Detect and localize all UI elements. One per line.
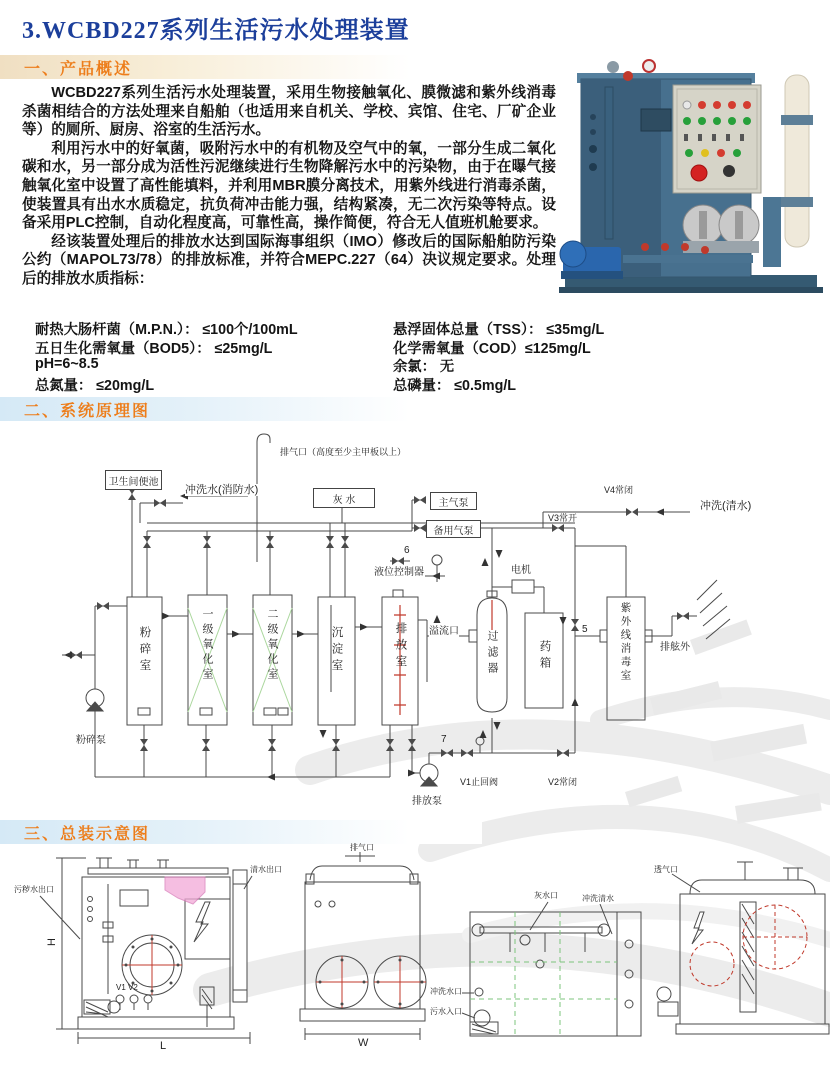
water-quality-specs (35, 319, 825, 393)
tank-oxid1-label: 一级氧化室 (201, 608, 213, 683)
main-air-pump-box: 主气泵 (430, 492, 477, 510)
toilet-box: 卫生间便池 (105, 470, 162, 490)
motor-label: 电机 (511, 565, 531, 576)
assembly1-v1v2-label: V1 V2 (116, 983, 138, 992)
page-title: 3.WCBD227系列生活污水处理装置 (22, 18, 410, 44)
valve-6-number: 6 (404, 545, 410, 556)
assembly1-length-dim: L (160, 1040, 167, 1052)
system-schematic (0, 430, 830, 822)
overflow-label: 溢流口 (429, 626, 459, 637)
product-photo (553, 57, 830, 295)
section3-heading: 三、总装示意图 (0, 820, 482, 844)
assembly1-sewage-outlet-label: 污秽水出口 (14, 885, 54, 894)
level-controller-label: 液位控制器 (374, 567, 424, 578)
filter-label: 过滤器 (486, 630, 498, 678)
spec-total-phosphorus: 总磷量： ≤0.5mg/L (393, 377, 517, 394)
gray-water-box: 灰 水 (313, 488, 375, 508)
assembly4-vent-label: 透气口 (654, 865, 678, 874)
spec-cod: 化学需氧量（COD）≤125mg/L (393, 340, 591, 357)
flush-fire-label: 冲洗水(消防水) (185, 484, 259, 496)
spec-residual-chlorine: 余氯： 无 (393, 359, 455, 375)
assembly3-flush-port-label: 冲洗水口 (430, 987, 462, 996)
assembly2-width-dim: W (358, 1037, 369, 1049)
valve-v2-label: V2常闭 (548, 777, 578, 787)
tank-settle-label: 沉淀室 (330, 626, 343, 676)
spec-mpn: 耐热大肠杆菌（M.P.N.）： ≤100个/100mL (35, 322, 298, 338)
uv-chamber-label: 紫外线消毒室 (619, 602, 632, 683)
tank-discharge-label: 排放室 (394, 622, 407, 672)
assembly1-height-dim: H (46, 938, 58, 946)
assembly3-sewage-inlet-label: 污水入口 (430, 1007, 462, 1016)
tank-oxid2-label: 二级氧化室 (266, 608, 278, 683)
assembly3-flush-clean-label: 冲洗清水 (582, 894, 614, 903)
valve-v3-label: V3常开 (548, 513, 578, 523)
overboard-label: 排舷外 (660, 642, 690, 653)
spec-total-nitrogen: 总氮量： ≤20mg/L (35, 377, 155, 394)
flush-clean-label: 冲洗(清水) (700, 500, 752, 512)
overview-text (22, 84, 556, 289)
valve-7-number: 7 (441, 734, 447, 745)
assembly1-clean-water-outlet-label: 清水出口 (250, 865, 282, 874)
chem-box-label: 药箱 (538, 640, 551, 673)
spec-bod5: 五日生化需氧量（BOD5）： ≤25mg/L (35, 340, 273, 357)
assembly2-vent-label: 排气口 (350, 843, 374, 852)
backup-air-pump-box: 备用气泵 (426, 520, 481, 538)
valve-5-number: 5 (582, 624, 588, 635)
section1-heading: 一、产品概述 (0, 55, 482, 79)
spec-ph: pH=6~8.5 (35, 356, 99, 372)
crush-pump-label: 粉碎泵 (76, 735, 106, 746)
overview-paragraph-3: 经该装置处理后的排放水达到国际海事组织（IMO）修改后的国际船舶防污染公约（MAPOL73/78）的排放标准，并符合MEPC.227（64）决议规定要求。处理后的排放水质指标： (22, 233, 556, 287)
spec-tss: 悬浮固体总量（TSS）： ≤35mg/L (393, 322, 605, 338)
section2-heading: 二、系统原理图 (0, 397, 482, 421)
overview-paragraph-1: WCBD227系列生活污水处理装置，采用生物接触氧化、膜微滤和紫外线消毒杀菌相结合的方法处理来自船舶（也适用来自机关、学校、宾馆、住宅、厂矿企业等）的厕所、厨房、浴室的生活污水。 (22, 85, 556, 139)
assembly-drawings (0, 844, 830, 1069)
tank-crush-label: 粉碎室 (138, 626, 151, 676)
overview-paragraph-2: 利用污水中的好氧菌，吸附污水中的有机物及空气中的氧，一部分生成二氧化碳和水，另一部分成为活性污泥继续进行生物降解污水中的污染物，由于在曝气接触氧化室中设置了高性能填料，并利用MBR膜分离技术，用紫外线进行消毒杀菌，使装置具有出水水质稳定，抗负荷冲击能力强，结构紧凑，无二次污染等特点。设备采用PLC控制，自动化程度高，可靠性高，操作简便，符合无人值班机舱要求。 (22, 140, 556, 232)
vent-label: 排气口（高度至少主甲板以上） (280, 447, 407, 457)
valve-v4-label: V4常闭 (604, 485, 634, 495)
valve-v1-label: V1止回阀 (460, 777, 499, 787)
assembly3-graywater-port-label: 灰水口 (534, 891, 558, 900)
discharge-pump-label: 排放泵 (412, 796, 442, 807)
